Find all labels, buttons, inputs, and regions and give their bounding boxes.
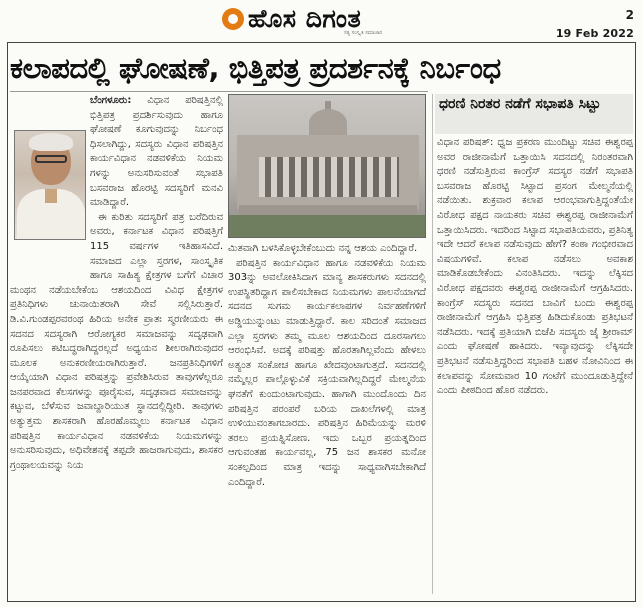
sidebar-text <box>437 136 633 399</box>
newspaper-logo <box>222 4 361 34</box>
photo-steps <box>239 205 417 215</box>
lead-text: ವಿಧಾನ ಪರಿಷತ್ತಿನಲ್ಲಿ ಭಿತ್ತಿಪತ್ರ ಪ್ರದರ್ಶಿಸುವುದು ಹಾಗೂ ಘೋಷಣೆ ಕೂಗುವುದನ್ನು ನಿರ್ಬಂಧ ಧಿಸಲಾಗಿದ್ದು, ಸದಸ್ಯರು ವಿಧಾನ ಪರಿಷತ್ತಿನ ಕಾರ್ಯವಿಧಾನ ನಡವಳಿಕೆಯ ನಿಯಮ ಗಳನ್ನು ಅನುಸರಿಸುವಂತೆ ಸಭಾಪತಿ ಬಸವರಾಜ ಹೊರಟ್ಟಿ ಸದಸ್ಯರಿಗೆ ಮನವಿ ಮಾಡಿದ್ದಾರೆ. <box>90 95 223 209</box>
body-paragraph: ಮಿತವಾಗಿ ಬಳಸಿಕೊಳ್ಳಬೇಕೆಂಬುದು ನನ್ನ ಆಶಯ ಎಂದಿದ್ದಾರೆ. <box>228 243 418 254</box>
sidebar-headline: ಧರಣಿ ನಿರತರ ನಡೆಗೆ ಸಭಾಪತಿ ಸಿಟ್ಟು <box>435 94 633 134</box>
vidhana-soudha-photo <box>228 94 426 238</box>
column-1-text <box>10 94 223 473</box>
photo-pillars <box>259 157 399 197</box>
publication-date: 19 Feb 2022 <box>555 27 634 40</box>
portrait-float-spacer <box>10 124 90 270</box>
sidebar-paragraph: ವಿಧಾನ ಪರಿಷತ್: ಧ್ವಜ ಪ್ರಕರಣ ಮುಂದಿಟ್ಟು ಸಚಿವ ಈಶ್ವರಪ್ಪ ಅವರ ರಾಜೀನಾಮೆಗೆ ಒತ್ತಾಯಿಸಿ ಸದನದಲ್ಲಿ ನಿರಂತರವಾಗಿ ಧರಣಿ ನಡೆಸುತ್ತಿರುವ ಕಾಂಗ್ರೆಸ್ ಸದಸ್ಯರ ನಡೆಗೆ ಸಭಾಪತಿ ಬಸವರಾಜ ಹೊರಟ್ಟಿ ಸಿಟ್ಟಾದ ಪ್ರಸಂಗ ಮೇಲ್ಮನೆಯಲ್ಲಿ ನಡೆಯಿತು. ಶುಕ್ರವಾರ ಕಲಾಪ ಆರಂಭವಾಗುತ್ತಿದ್ದಂತೆಯೇ ವಿರೋಧ ಪಕ್ಷದ ನಾಯಕರು ಸಚಿವ ಈಶ್ವರಪ್ಪ ರಾಜೀನಾಮೆಗೆ ಒತ್ತಾಯಿಸಿದರು. ಇದರಿಂದ ಸಿಟ್ಟಾದ ಸಭಾಪತಿಯವರು, ಪ್ರತಿನಿತ್ಯ ಇದೇ ಆದರೆ ಕಲಾಪ ನಡೆಸುವುದು ಹೇಗೆ? ಕಂಠಾ ಗಂಭೀರವಾದ ವಿಷಯಗಳಿವೆ. ಕಲಾಪ ನಡೆಸಲು ಅವಕಾಶ ಮಾಡಿಕೊಡಬೇಕೆಂದು ವಿನಂತಿಸಿದರು. ಇದನ್ನು ಲೆಕ್ಕಿಸದ ವಿರೋಧ ಪಕ್ಷದವರು ಈಶ್ವರಪ್ಪ ರಾಜೀನಾಮೆಗೆ ಆಗ್ರಹಿಸಿದರು. ಕಾಂಗ್ರೆಸ್ ಸದಸ್ಯರು ಸದನದ ಬಾವಿಗೆ ಬಂದು ಈಶ್ವರಪ್ಪ ರಾಜೀನಾಮೆಗೆ ಆಗ್ರಹಿಸಿ ಭಿತ್ತಿಪತ್ರ ಹಿಡಿದುಕೊಂಡು ಪ್ರತಿಭಟನೆ ನಡೆಸಿದರು. ಇದಕ್ಕೆ ಪ್ರತಿಯಾಗಿ ಬಿಜೆಪಿ ಸದಸ್ಯರು ಜೈ ಶ್ರೀರಾಮ್ ಎಂದು ಘೋಷಣೆ ಹಾಕಿದರು. ಇವ್ಯಾವುದನ್ನು ಲೆಕ್ಕಿಸದೇ ಪ್ರತಿಭಟನೆ ನಡೆಸುತ್ತಿದ್ದರಿಂದ ಸಭಾಪತಿ ಬಹಳ ನೋವಿನಿಂದ ಈ ಕಲಾಪವನ್ನು ಸೋಮವಾರ 10 ಗಂಟೆಗೆ ಮುಂದೂಡುತ್ತಿದ್ದೇನೆ ಎಂದು ಪೀಠದಿಂದ ಹೊರ ನಡೆದರು. <box>437 137 633 397</box>
masthead <box>0 0 643 40</box>
photo-dome <box>309 109 347 137</box>
article-column-2 <box>228 94 426 584</box>
dateline: ಬೆಂಗಳೂರು: <box>90 95 132 106</box>
column-2-text <box>228 242 426 490</box>
page-number: 2 <box>625 8 634 22</box>
body-paragraph: ಈ ಕುರಿತು ಸದಸ್ಯರಿಗೆ ಪತ್ರ ಬರೆದಿರುವ ಅವರು, ಕರ್ನಾಟಕ ವಿಧಾನ ಪರಿಷತ್ತಿಗೆ 115 ವರ್ಷಗಳ ಇತಿಹಾಸವಿದೆ. ಸಮಾಜದ ಎಲ್ಲಾ ಸ್ತರಗಳ, ಸಾಂಸ್ಕೃತಿಕ ಹಾಗೂ ಸಾಹಿತ್ಯ ಕ್ಷೇತ್ರಗಳ ಬಗೆಗೆ ವಿಚಾರ ಮಂಥನ ನಡೆಯಬೇಕೆಂಬ ಆಶಯದಿಂದ ವಿವಿಧ ಕ್ಷೇತ್ರಗಳ ಪ್ರತಿನಿಧಿಗಳು ಚುನಾಯಿತರಾಗಿ ಸೇವೆ ಸಲ್ಲಿಸಿರುತ್ತಾರೆ. ಡಿ.ವಿ.ಗುಂಡಪ್ಪರವರಂಥ ಹಿರಿಯ ಅನೇಕ ಪ್ರಾತಃ ಸ್ಮರಣೀಯರು ಈ ಸದನದ ಸದಸ್ಯರಾಗಿ ಆರೋಗ್ಯಕರ ಸಮಾಜವನ್ನು ಸದೃಢವಾಗಿ ರೂಪಿಸಲು ಕಟಿಬದ್ಧರಾಗಿದ್ದರಲ್ಲದೆ ಅಧ್ಯಯನ ಶೀಲರಾಗಿರುವುದರ ಮೂಲಕ ಅನುಕರಣೀಯರಾಗಿರುತ್ತಾರೆ. ಜನಪ್ರತಿನಿಧಿಗಳಿಗೆ ಆಯ್ಕೆಯಾಗಿ ವಿಧಾನ ಪರಿಷತ್ತನ್ನು ಪ್ರವೇಶಿಸಿರುವ ತಾವುಗಳೆಲ್ಲರೂ ಜನಪರವಾದ ಕೆಲಸಗಳನ್ನು ಪೂರೈಸುವ, ಸದೃಢವಾದ ಸಮಾಜವನ್ನು ಕಟ್ಟುವ, ಬೆಳೆಸುವ ಜವಾಬ್ದಾರಿಯುತ ಸ್ಥಾನದಲ್ಲಿದ್ದೀರಿ. ತಾವುಗಳು ಅತ್ಯುತ್ತಮ ಶಾಸಕರಾಗಿ ಹೊರಹೊಮ್ಮಲು ಕರ್ನಾಟಕ ವಿಧಾನ ಪರಿಷತ್ತಿನ ಕಾರ್ಯವಿಧಾನ ನಡವಳಿಕೆಯ ನಿಯಮಗಳನ್ನು ಅನುಸರಿಸುವುದು, ಅಧಿವೇಶನಕ್ಕೆ ತಪ್ಪದೇ ಹಾಜರಾಗುವುದು, ಶಾಸಕರ ಗ್ರಂಥಾಲಯವನ್ನು ನಿಯ <box>10 211 223 471</box>
sidebar-column <box>432 94 634 594</box>
tagline: ಸತ್ಯ ಸಂಸ್ಕೃತಿ ಸಮಾಚಾರ <box>344 30 383 36</box>
logo-circle-icon <box>222 8 244 30</box>
article-column-1 <box>10 94 223 584</box>
photo-lawn <box>229 215 426 238</box>
body-paragraph: ಪರಿಷತ್ತಿನ ಕಾರ್ಯವಿಧಾನ ಹಾಗೂ ನಡವಳಿಕೆಯ ನಿಯಮ 303ನ್ನು ಅವಲೋಕಿಸಿದಾಗ ಮಾನ್ಯ ಶಾಸಕರುಗಳು ಸದನದಲ್ಲಿ ಉಪಸ್ಥಿತರಿದ್ದಾಗ ಪಾಲಿಸಬೇಕಾದ ನಿಯಮಗಳು ಪಾಲನೆಯಾಗದೆ ಸದನದ ಸುಗಮ ಕಾರ್ಯಕಲಾಪಗಳ ನಿರ್ವಹಣೆಗಳಿಗೆ ಅಡ್ಡಿಯುನ್ನುಂಟು ಮಾಡುತ್ತಿದ್ದಾರೆ. ಕಾಲ ಸರಿದಂತೆ ಸಮಾಜದ ಎಲ್ಲಾ ಸ್ತರಗಳು ತಮ್ಮ ಮೂಲ ಆಶಯದಿಂದ ದೂರಸಾಗಲು ಆರಂಭಿಸಿವೆ. ಅದಕ್ಕೆ ಪರಿಷತ್ತು ಹೊರತಾಗಿಲ್ಲವೆಂದು ಹೇಳಲು ಅತ್ಯಂತ ಸಂಕೋಚ ಹಾಗೂ ಖೇದವುಂಟಾಗುತ್ತದೆ. ಸದನದಲ್ಲಿ ನಮ್ಮೆಲ್ಲರ ಪಾಲ್ಗೊಳ್ಳುವಿಕೆ ಸಕ್ರಿಯವಾಗಿಲ್ಲದಿದ್ದರೆ ಮೇಲ್ಮನೆಯ ಘನತೆಗೆ ಕುಂದುಂಟಾಗುವುದು. ಹಾಗಾಗಿ ಮುಂದೊಂದು ದಿನ ಪರಿಷತ್ತಿನ ಪರಂಪರೆ ಬರಿಯ ದಾಖಲೆಗಳಲ್ಲಿ ಮಾತ್ರ ಉಳಿಯುವಂತಾಗಬಾರದು. ಪರಿಷತ್ತಿನ ಹಿರಿಮೆಯನ್ನು ಮರಳಿ ತರಲು ಪ್ರಯತ್ನಿಸೋಣ. ಇದು ಒಬ್ಬರ ಪ್ರಯತ್ನದಿಂದ ಆಗುವಂತಹ ಕಾರ್ಯವಲ್ಲ, 75 ಜನ ಶಾಸಕರ ಮನೋ ಸಂಕಲ್ಪದಿಂದ ಮಾತ್ರ ಇದನ್ನು ಸಾಧ್ಯವಾಗಿಸಬೇಕಾಗಿದೆ ಎಂದಿದ್ದಾರೆ. <box>228 257 426 488</box>
headline-divider <box>10 91 428 92</box>
headline: ಕಲಾಪದಲ್ಲಿ ಘೋಷಣೆ, ಭಿತ್ತಿಪತ್ರ ಪ್ರದರ್ಶನಕ್ಕೆ ನಿರ್ಬಂಧ <box>10 51 501 85</box>
logo-text: ಹೊಸ ದಿಗಂತ <box>248 4 362 33</box>
